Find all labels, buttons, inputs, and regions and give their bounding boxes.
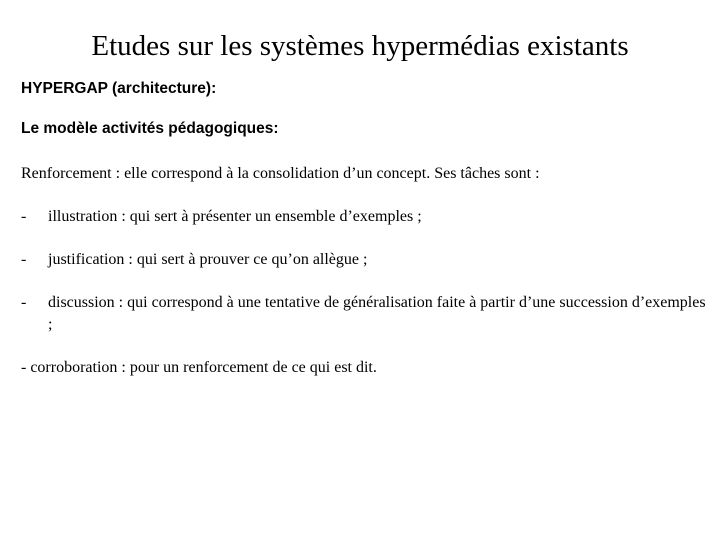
closing-paragraph: - corroboration : pour un renforcement de ce qui est dit. xyxy=(21,359,377,376)
bullet-item-discussion xyxy=(21,292,711,336)
bullet-marker: - xyxy=(21,251,27,268)
heading-model: Le modèle activités pédagogiques: xyxy=(21,120,279,137)
bullet-item-illustration xyxy=(21,206,711,228)
intro-paragraph: Renforcement : elle correspond à la consolidation d’un concept. Ses tâches sont : xyxy=(21,165,540,182)
bullet-marker: - xyxy=(21,208,27,225)
bullet-text: discussion : qui correspond à une tentative de généralisation faite à partir d’une succession d’exemples ; xyxy=(48,294,706,333)
bullet-item-justification xyxy=(21,249,711,271)
bullet-marker: - xyxy=(21,294,27,311)
slide-title: Etudes sur les systèmes hypermédias existants xyxy=(91,30,629,62)
bullet-text: illustration : qui sert à présenter un ensemble d’exemples ; xyxy=(48,208,422,225)
heading-architecture: HYPERGAP (architecture): xyxy=(21,80,217,97)
bullet-text: justification : qui sert à prouver ce qu’on allègue ; xyxy=(48,251,368,268)
